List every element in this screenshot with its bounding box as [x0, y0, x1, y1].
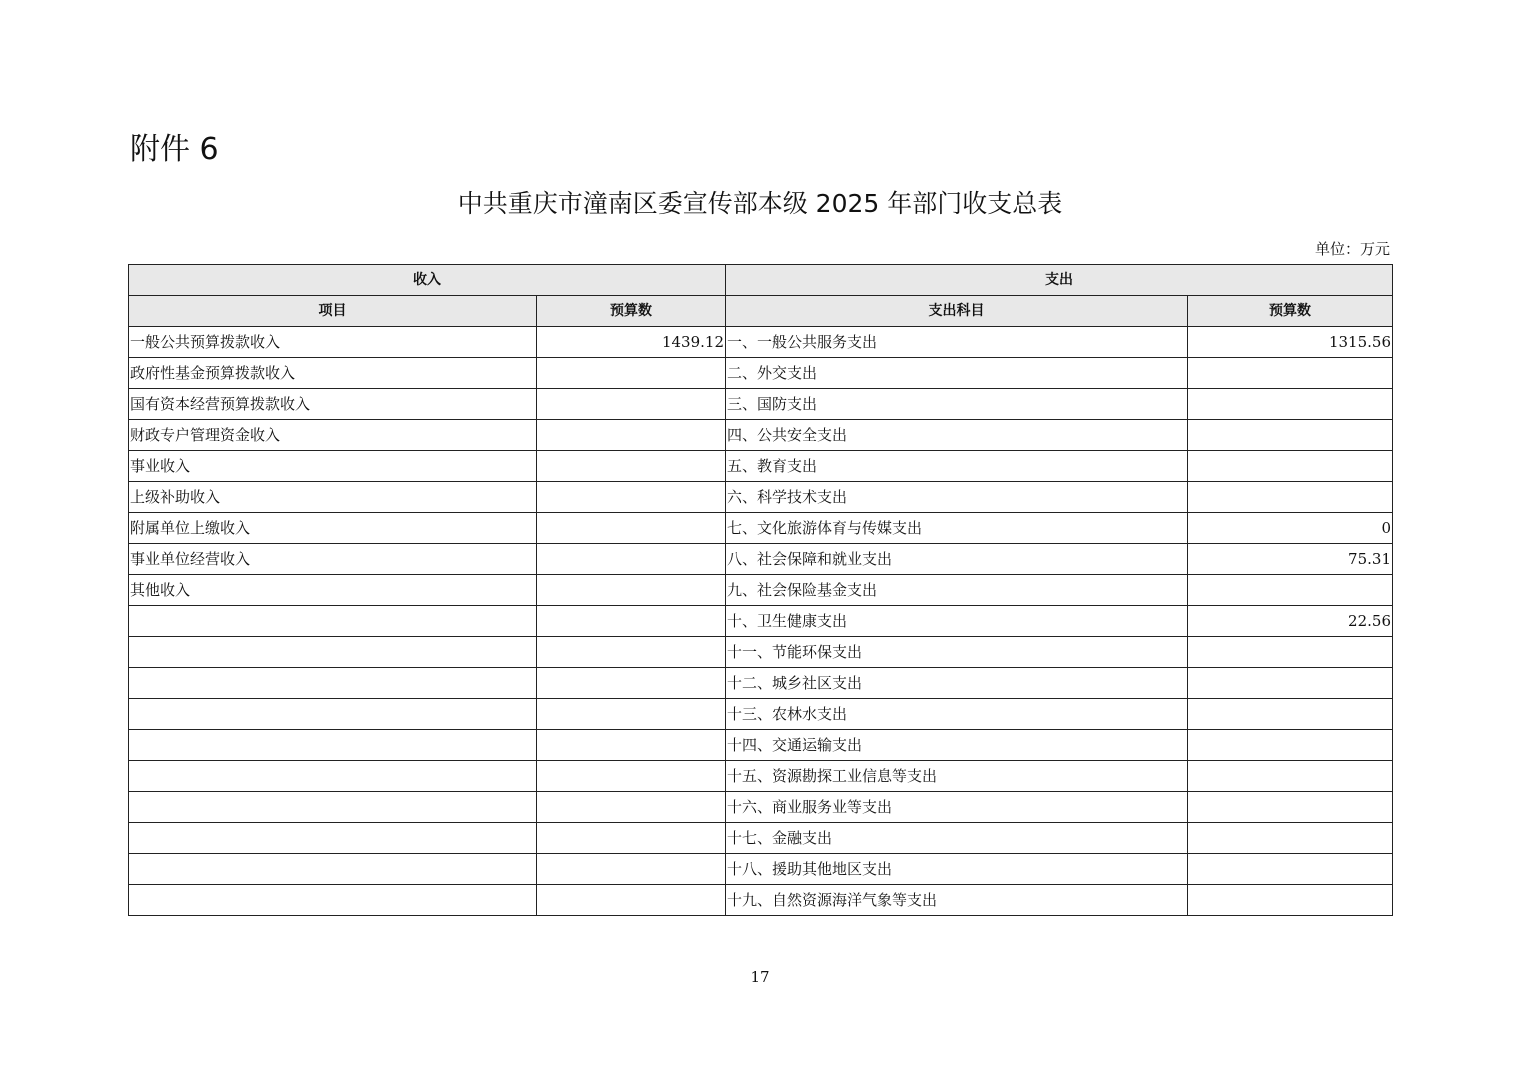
table-row [129, 885, 1393, 916]
expense-budget-cell [1188, 885, 1393, 916]
income-budget-cell [537, 792, 726, 823]
expense-subject-cell: 八、社会保障和就业支出 [726, 544, 1188, 575]
income-budget-cell [537, 699, 726, 730]
income-budget-cell [537, 451, 726, 482]
attachment-label: 附件 6 [130, 132, 219, 167]
expense-subject-cell: 九、社会保险基金支出 [726, 575, 1188, 606]
expense-subject-cell: 十一、节能环保支出 [726, 637, 1188, 668]
column-header-expense-budget: 预算数 [1188, 296, 1393, 327]
table-row [129, 420, 1393, 451]
expense-subject-cell: 十六、商业服务业等支出 [726, 792, 1188, 823]
column-header-expense-subject: 支出科目 [726, 296, 1188, 327]
income-budget-cell [537, 389, 726, 420]
income-budget-cell [537, 575, 726, 606]
table-row [129, 761, 1393, 792]
income-item-cell: 一般公共预算拨款收入 [129, 327, 537, 358]
income-budget-cell [537, 730, 726, 761]
income-item-cell: 财政专户管理资金收入 [129, 420, 537, 451]
column-header-income-budget: 预算数 [537, 296, 726, 327]
expense-budget-cell: 75.31 [1188, 544, 1393, 575]
table-row [129, 854, 1393, 885]
income-header: 收入 [129, 265, 726, 296]
income-budget-cell [537, 420, 726, 451]
expense-subject-cell: 十七、金融支出 [726, 823, 1188, 854]
expense-budget-cell [1188, 637, 1393, 668]
income-item-cell [129, 637, 537, 668]
table-row [129, 575, 1393, 606]
expense-subject-cell: 四、公共安全支出 [726, 420, 1188, 451]
income-budget-cell [537, 513, 726, 544]
income-budget-cell: 1439.12 [537, 327, 726, 358]
income-item-cell: 附属单位上缴收入 [129, 513, 537, 544]
unit-label: 单位：万元 [1314, 240, 1390, 258]
expense-budget-cell: 1315.56 [1188, 327, 1393, 358]
expense-subject-cell: 十二、城乡社区支出 [726, 668, 1188, 699]
expense-budget-cell [1188, 761, 1393, 792]
expense-budget-cell [1188, 451, 1393, 482]
expense-budget-cell: 22.56 [1188, 606, 1393, 637]
expense-subject-cell: 十八、援助其他地区支出 [726, 854, 1188, 885]
income-item-cell: 政府性基金预算拨款收入 [129, 358, 537, 389]
income-item-cell [129, 854, 537, 885]
income-budget-cell [537, 823, 726, 854]
expense-budget-cell [1188, 420, 1393, 451]
income-budget-cell [537, 544, 726, 575]
expense-subject-cell: 一、一般公共服务支出 [726, 327, 1188, 358]
expense-budget-cell: 0 [1188, 513, 1393, 544]
table-row [129, 327, 1393, 358]
expense-budget-cell [1188, 823, 1393, 854]
table-row [129, 451, 1393, 482]
table-row [129, 668, 1393, 699]
page-number: 17 [750, 968, 770, 986]
table-row [129, 544, 1393, 575]
expense-budget-cell [1188, 575, 1393, 606]
income-item-cell [129, 885, 537, 916]
expense-budget-cell [1188, 482, 1393, 513]
table-column-header-row [129, 296, 1393, 327]
table-row [129, 513, 1393, 544]
expense-subject-cell: 十、卫生健康支出 [726, 606, 1188, 637]
expense-budget-cell [1188, 730, 1393, 761]
income-item-cell [129, 761, 537, 792]
expense-subject-cell: 七、文化旅游体育与传媒支出 [726, 513, 1188, 544]
expense-subject-cell: 二、外交支出 [726, 358, 1188, 389]
income-item-cell: 国有资本经营预算拨款收入 [129, 389, 537, 420]
expense-subject-cell: 十三、农林水支出 [726, 699, 1188, 730]
expense-subject-cell: 十九、自然资源海洋气象等支出 [726, 885, 1188, 916]
table-row [129, 606, 1393, 637]
expense-header: 支出 [726, 265, 1393, 296]
income-item-cell [129, 823, 537, 854]
income-budget-cell [537, 668, 726, 699]
table-row [129, 389, 1393, 420]
income-item-cell [129, 606, 537, 637]
income-budget-cell [537, 854, 726, 885]
expense-subject-cell: 六、科学技术支出 [726, 482, 1188, 513]
page-title: 中共重庆市潼南区委宣传部本级 2025 年部门收支总表 [457, 189, 1063, 218]
income-item-cell: 上级补助收入 [129, 482, 537, 513]
expense-budget-cell [1188, 668, 1393, 699]
income-item-cell: 其他收入 [129, 575, 537, 606]
expense-subject-cell: 十四、交通运输支出 [726, 730, 1188, 761]
table-body [129, 327, 1393, 916]
income-budget-cell [537, 885, 726, 916]
income-item-cell: 事业收入 [129, 451, 537, 482]
expense-budget-cell [1188, 358, 1393, 389]
expense-budget-cell [1188, 699, 1393, 730]
income-budget-cell [537, 637, 726, 668]
income-budget-cell [537, 358, 726, 389]
table-row [129, 823, 1393, 854]
table-group-header-row [129, 265, 1393, 296]
expense-budget-cell [1188, 792, 1393, 823]
income-item-cell [129, 730, 537, 761]
expense-subject-cell: 三、国防支出 [726, 389, 1188, 420]
table-row [129, 358, 1393, 389]
table-row [129, 792, 1393, 823]
income-item-cell [129, 792, 537, 823]
income-item-cell [129, 668, 537, 699]
expense-subject-cell: 五、教育支出 [726, 451, 1188, 482]
expense-subject-cell: 十五、资源勘探工业信息等支出 [726, 761, 1188, 792]
budget-summary-table [128, 264, 1393, 916]
table-row [129, 699, 1393, 730]
table-row [129, 482, 1393, 513]
table-row [129, 637, 1393, 668]
income-budget-cell [537, 482, 726, 513]
column-header-income-item: 项目 [129, 296, 537, 327]
income-budget-cell [537, 606, 726, 637]
expense-budget-cell [1188, 854, 1393, 885]
table-row [129, 730, 1393, 761]
income-budget-cell [537, 761, 726, 792]
expense-budget-cell [1188, 389, 1393, 420]
income-item-cell [129, 699, 537, 730]
income-item-cell: 事业单位经营收入 [129, 544, 537, 575]
